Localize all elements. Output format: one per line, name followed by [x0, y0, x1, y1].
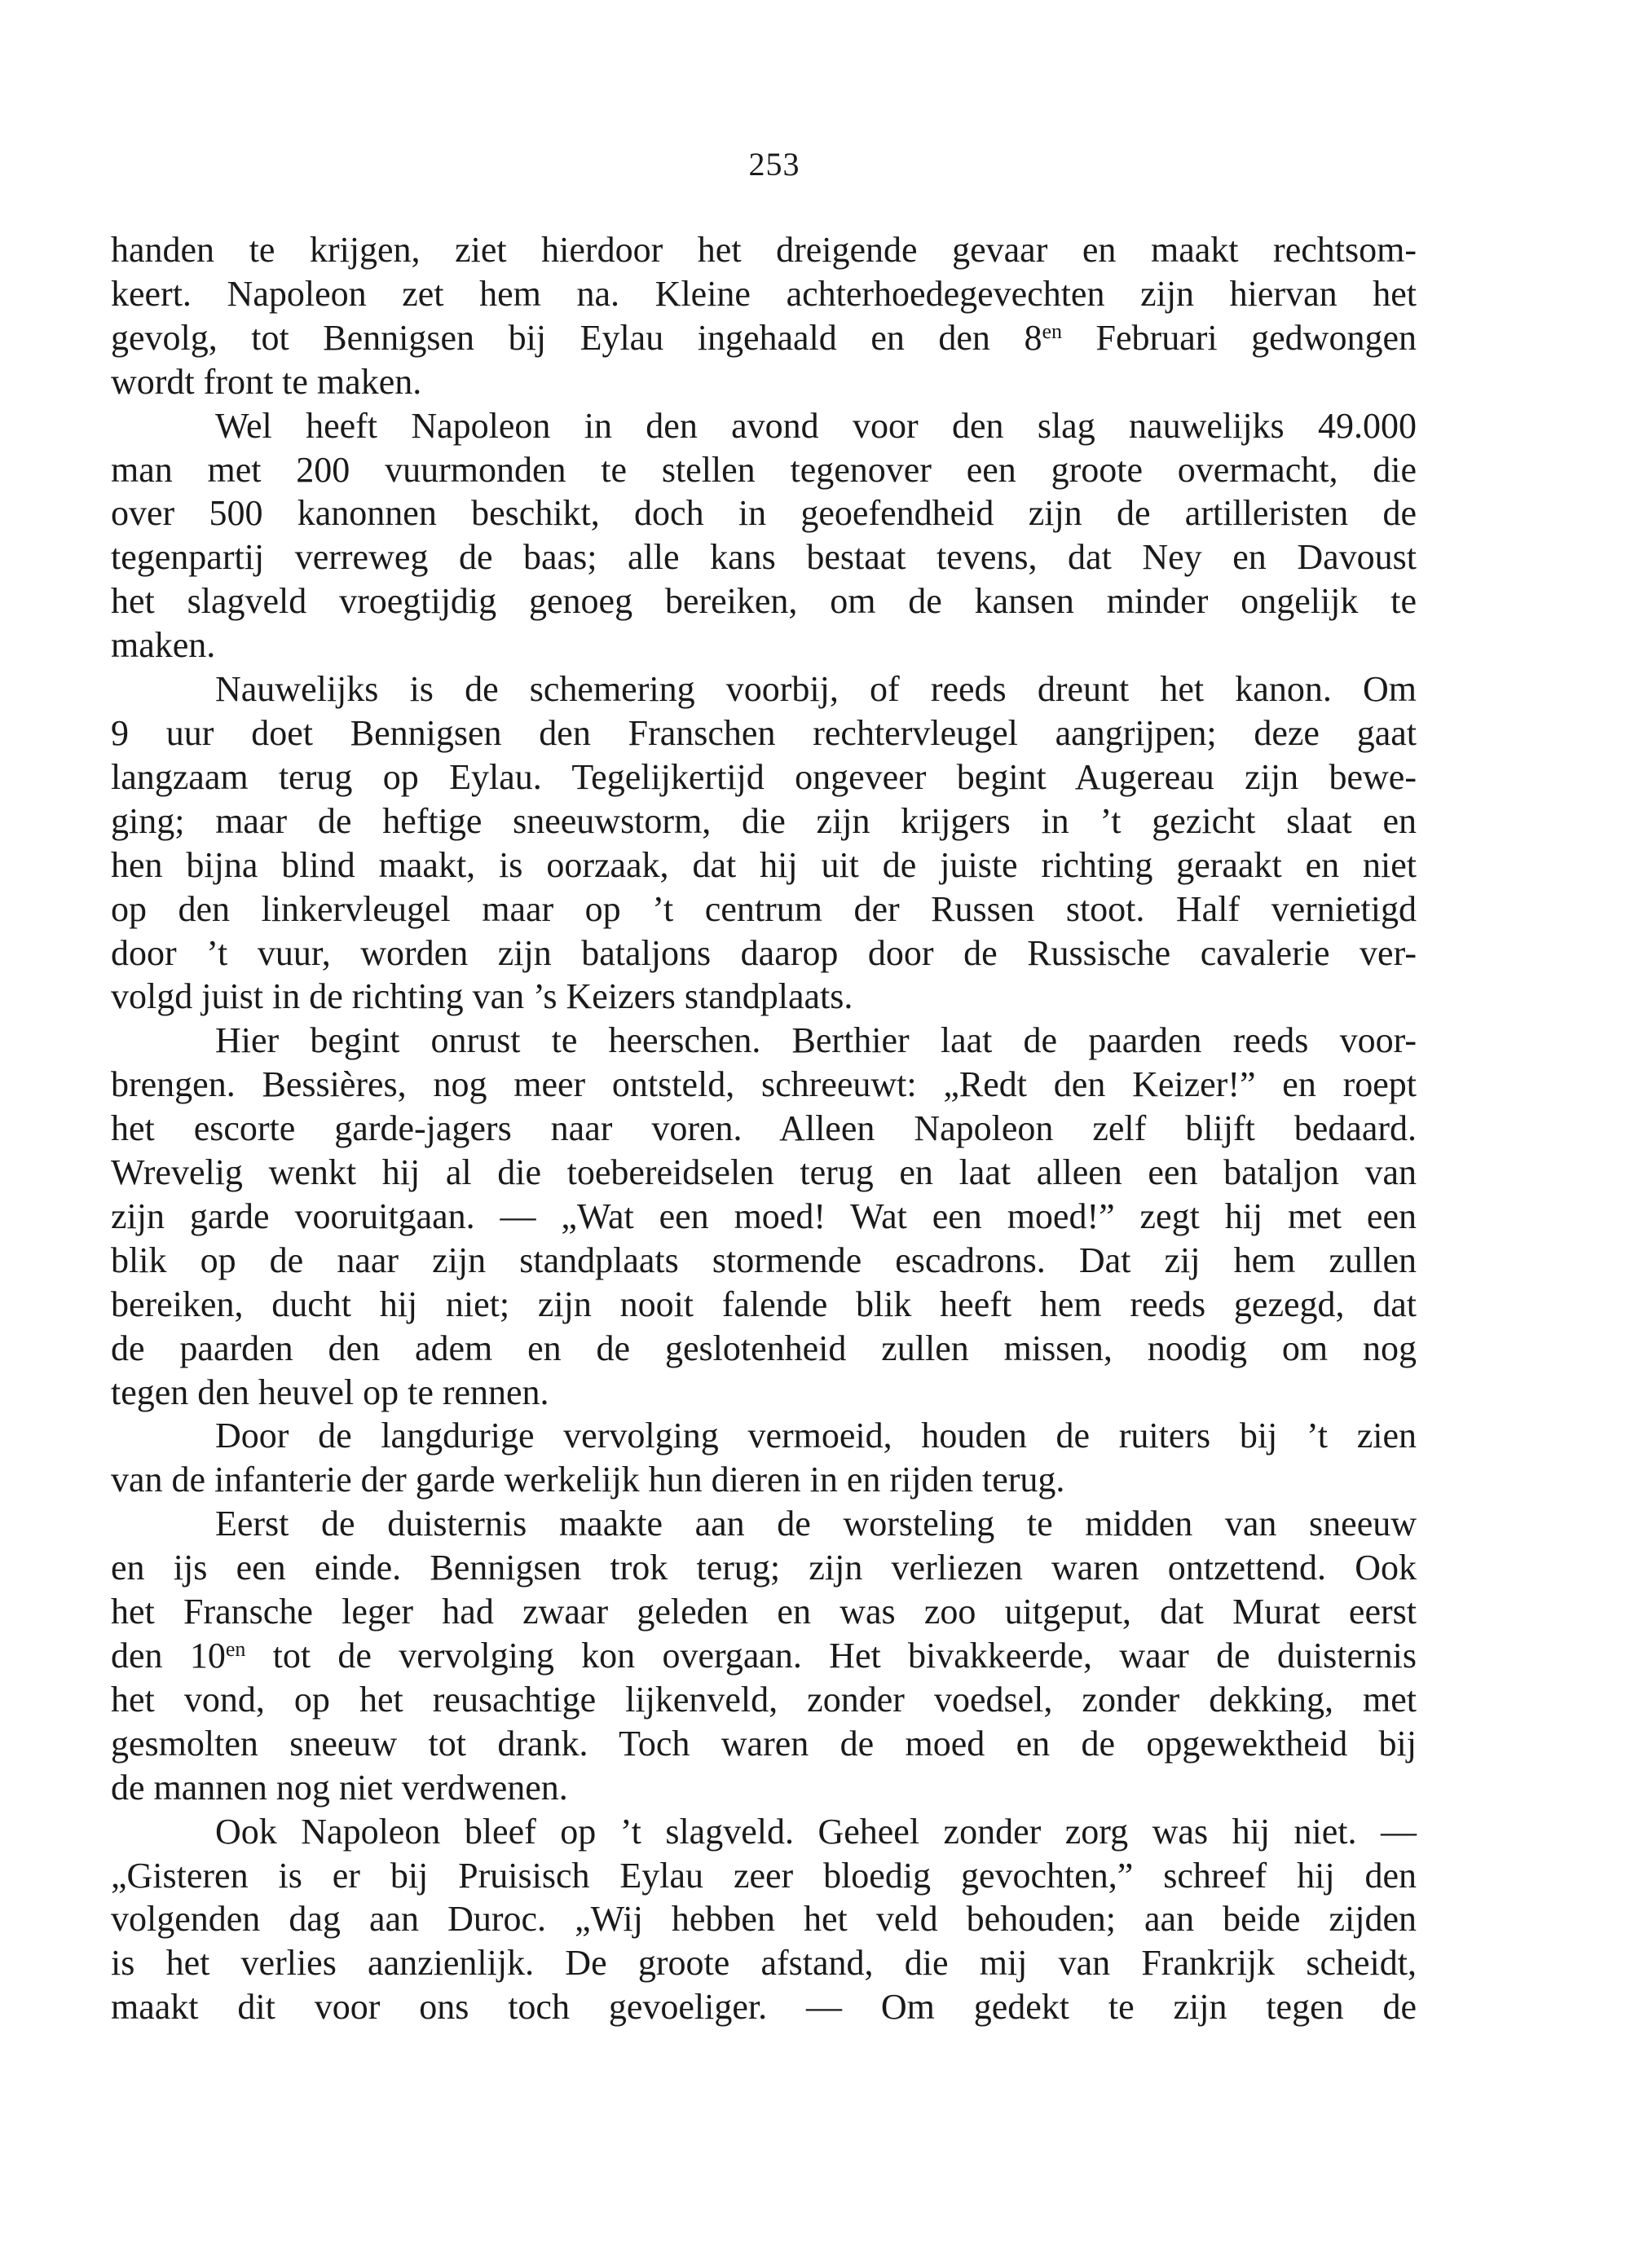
text-line: de paarden den adem en de geslotenheid zullen missen, noodig om nog — [111, 1328, 1417, 1368]
text-line: Wel heeft Napoleon in den avond voor den slag nauwelijks 49.000 — [215, 405, 1417, 446]
text-line: door ’t vuur, worden zijn bataljons daarop door de Russische cavalerie ver- — [111, 932, 1417, 973]
paragraph — [111, 1019, 1417, 1414]
text-line: is het verlies aanzienlijk. De groote afstand, die mij van Frankrijk scheidt, — [111, 1943, 1417, 1984]
text-line: handen te krijgen, ziet hierdoor het dreigende gevaar en maakt rechtsom- — [111, 230, 1417, 270]
text-line: wordt front te maken. — [111, 361, 422, 402]
paragraph — [111, 228, 1417, 404]
text-line: het vond, op het reusachtige lijkenveld, zonder voedsel, zonder dekking, met — [111, 1679, 1417, 1720]
text-line: gesmolten sneeuw tot drank. Toch waren de moed en de opgewektheid bij — [111, 1723, 1417, 1764]
text-segment: Februari gedwongen — [1062, 317, 1417, 358]
body-text — [111, 228, 1417, 2029]
text-line: maken. — [111, 625, 216, 666]
text-line: van de infanterie der garde werkelijk hun dieren in en rijden terug. — [111, 1460, 1065, 1500]
text-line: Wrevelig wenkt hij al die toebereidselen terug en laat alleen een bataljon van — [111, 1152, 1417, 1193]
text-line: Ook Napoleon bleef op ’t slagveld. Geheel zonder zorg was hij niet. — — [215, 1811, 1417, 1852]
text-segment: den 10 — [111, 1636, 226, 1676]
text-line: maakt dit voor ons toch gevoeliger. — Om gedekt te zijn tegen de — [111, 1987, 1417, 2028]
text-line: en ijs een einde. Bennigsen trok terug; zijn verliezen waren ontzettend. Ook — [111, 1548, 1417, 1588]
text-line: man met 200 vuurmonden te stellen tegenover een groote overmacht, die — [111, 449, 1417, 490]
text-line: het escorte garde-jagers naar voren. Alleen Napoleon zelf blijft bedaard. — [111, 1108, 1417, 1149]
text-line: volgd juist in de richting van ’s Keizers standplaats. — [111, 976, 853, 1017]
paragraph — [111, 1502, 1417, 1809]
page-number: 253 — [748, 146, 800, 183]
text-segment: tot de vervolging kon overgaan. Het bivakkeerde, waar de duisternis — [245, 1636, 1417, 1676]
superscript: en — [225, 1637, 246, 1661]
text-line: „Gisteren is er bij Pruisisch Eylau zeer bloedig gevochten,” schreef hij den — [111, 1855, 1417, 1896]
text-line: het Fransche leger had zwaar geleden en was zoo uitgeput, dat Murat eerst — [111, 1592, 1417, 1632]
text-line: het slagveld vroegtijdig genoeg bereiken, om de kansen minder ongelijk te — [111, 581, 1417, 622]
paragraph — [111, 1414, 1417, 1502]
text-line: Hier begint onrust te heerschen. Berthier laat de paarden reeds voor- — [215, 1020, 1417, 1061]
text-line: Nauwelijks is de schemering voorbij, of reeds dreunt het kanon. Om — [215, 669, 1417, 710]
text-line: brengen. Bessières, nog meer ontsteld, schreeuwt: „Redt den Keizer!” en roept — [111, 1064, 1417, 1105]
text-line: over 500 kanonnen beschikt, doch in geoefendheid zijn de artilleristen de — [111, 493, 1417, 534]
text-line: 9 uur doet Bennigsen den Franschen rechtervleugel aangrijpen; deze gaat — [111, 712, 1417, 753]
text-line: op den linkervleugel maar op ’t centrum der Russen stoot. Half vernietigd — [111, 888, 1417, 929]
text-line: de mannen nog niet verdwenen. — [111, 1767, 568, 1808]
paragraph — [111, 404, 1417, 667]
text-line: Eerst de duisternis maakte aan de worsteling te midden van sneeuw — [215, 1504, 1417, 1544]
text-line: blik op de naar zijn standplaats stormende escadrons. Dat zij hem zullen — [111, 1240, 1417, 1280]
text-line: Door de langdurige vervolging vermoeid, houden de ruiters bij ’t zien — [215, 1416, 1417, 1456]
text-line: tegenpartij verreweg de baas; alle kans bestaat tevens, dat Ney en Davoust — [111, 537, 1417, 578]
text-line: hen bijna blind maakt, is oorzaak, dat hij uit de juiste richting geraakt en niet — [111, 844, 1417, 885]
text-line: langzaam terug op Eylau. Tegelijkertijd ongeveer begint Augereau zijn bewe- — [111, 756, 1417, 797]
text-line — [111, 316, 1417, 360]
paragraph — [111, 667, 1417, 1019]
text-line — [111, 1634, 1417, 1678]
text-line: keert. Napoleon zet hem na. Kleine achterhoedegevechten zijn hiervan het — [111, 273, 1417, 314]
text-line: zijn garde vooruitgaan. — „Wat een moed! Wat een moed!” zegt hij met een — [111, 1196, 1417, 1236]
text-line: tegen den heuvel op te rennen. — [111, 1372, 549, 1412]
text-line: ging; maar de heftige sneeuwstorm, die zijn krijgers in ’t gezicht slaat en — [111, 800, 1417, 841]
text-line: volgenden dag aan Duroc. „Wij hebben het veld behouden; aan beide zijden — [111, 1899, 1417, 1940]
text-segment: gevolg, tot Bennigsen bij Eylau ingehaald en den 8 — [111, 317, 1042, 358]
superscript: en — [1042, 319, 1063, 343]
paragraph — [111, 1810, 1417, 2030]
text-line: bereiken, ducht hij niet; zijn nooit falende blik heeft hem reeds gezegd, dat — [111, 1284, 1417, 1324]
